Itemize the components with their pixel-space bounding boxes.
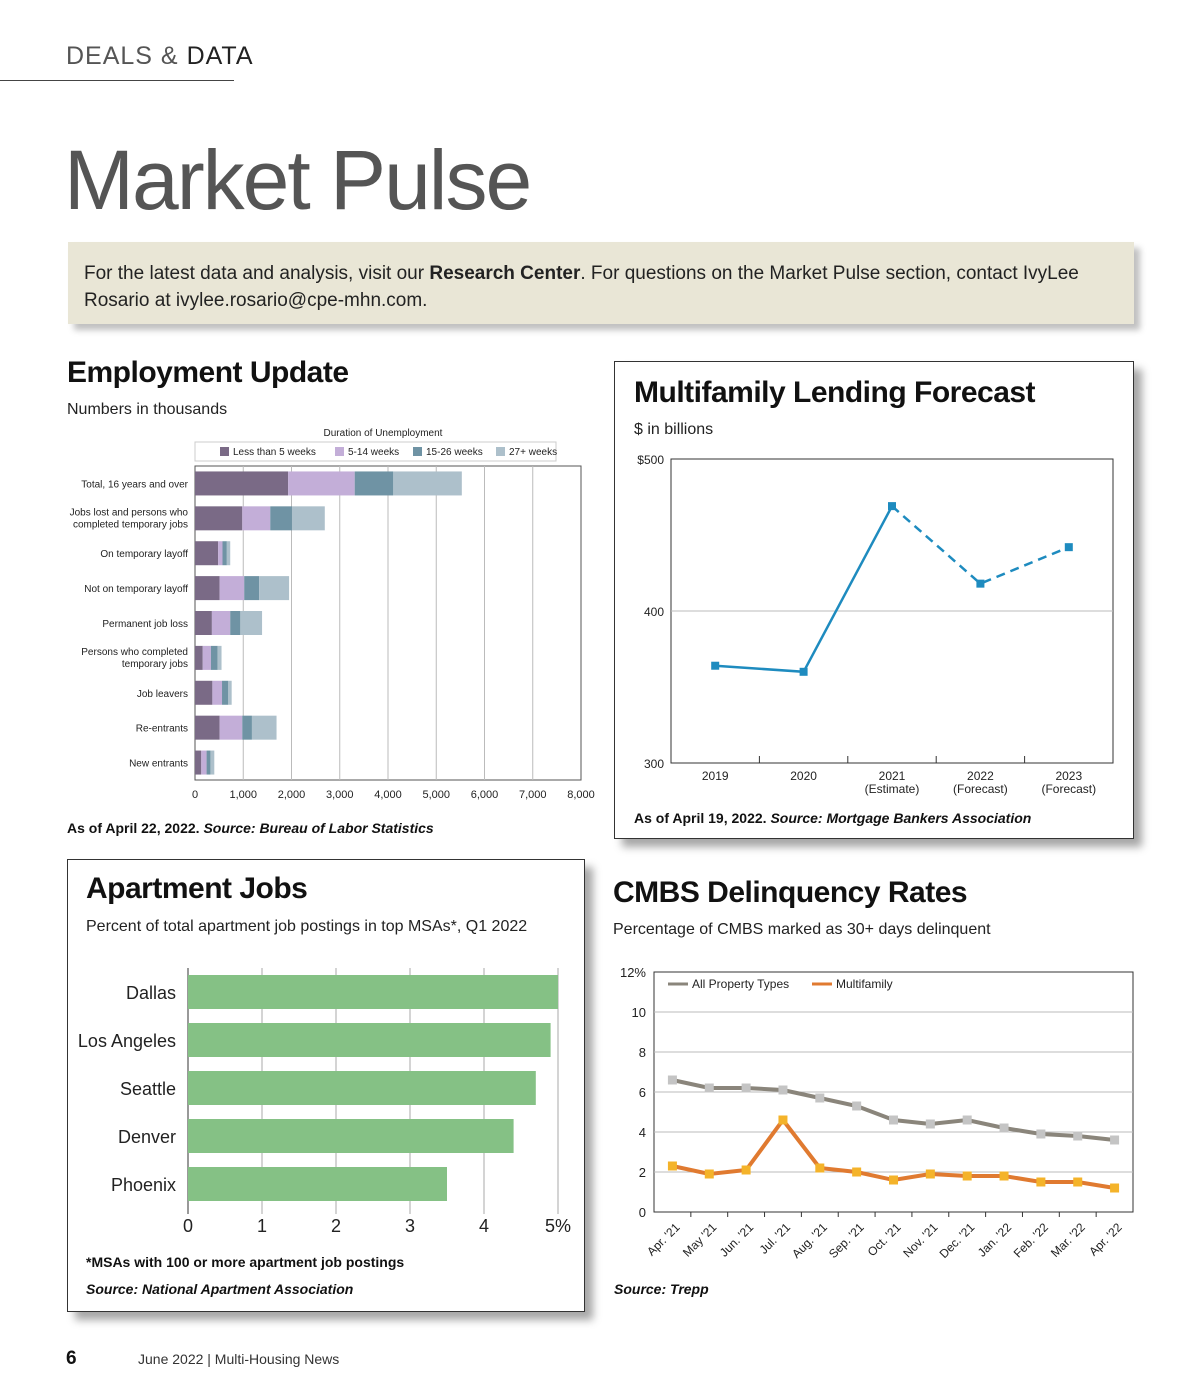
x-tick-label: 8,000 (567, 789, 595, 801)
bar-segment (393, 471, 462, 495)
bar-segment (292, 506, 325, 530)
bar-segment (203, 646, 211, 670)
data-point (926, 1120, 935, 1129)
bar-segment (288, 471, 355, 495)
category-label: Permanent job loss (102, 619, 188, 630)
bar-segment (355, 471, 394, 495)
apartment-source (86, 1281, 353, 1297)
bar-segment (227, 541, 230, 565)
legend-label: Multifamily (836, 977, 893, 991)
legend-label: 5-14 weeks (348, 447, 400, 458)
y-tick-label: 2 (638, 1165, 646, 1180)
bar-segment (212, 681, 222, 705)
data-point (888, 502, 896, 510)
data-point (889, 1176, 898, 1185)
bar-segment (195, 646, 203, 670)
y-tick-label: 12% (619, 965, 646, 980)
x-tick-label: 3 (404, 1216, 416, 1236)
apartment-panel (67, 859, 585, 1312)
bar-segment (207, 751, 211, 775)
x-tick-label: 2020 (790, 769, 817, 783)
legend-swatch (496, 447, 505, 456)
category-label: Los Angeles (77, 1031, 176, 1051)
bar-segment (195, 471, 288, 495)
bar-segment (212, 611, 230, 635)
section-rule (0, 80, 234, 81)
x-tick-label: 6,000 (470, 789, 499, 801)
data-point (1000, 1172, 1009, 1181)
y-tick-label: 10 (631, 1005, 646, 1020)
apartment-chart (68, 960, 584, 1240)
lending-source-name: Source: Mortgage Bankers Association (770, 810, 1032, 826)
data-point (711, 662, 719, 670)
bar-segment (222, 681, 228, 705)
x-tick-label: Feb. '22 (1010, 1220, 1052, 1261)
x-tick-label: 4,000 (374, 789, 402, 801)
lending-title: Multifamily Lending Forecast (634, 376, 1036, 409)
bar-segment (244, 576, 259, 600)
page-title: Market Pulse (64, 133, 531, 227)
data-point (852, 1168, 861, 1177)
bar-segment (259, 576, 289, 600)
bar-segment (210, 751, 214, 775)
x-tick-label: Oct. '21 (864, 1220, 904, 1260)
category-label: Jobs lost and persons who completed temporary jobs (69, 507, 188, 531)
lending-source-date: As of April 19, 2022. (634, 810, 771, 826)
x-tick-label: 3,000 (325, 789, 354, 801)
x-tick-label: 2023 (Forecast) (1041, 769, 1097, 796)
info-text-pre: For the latest data and analysis, visit our (84, 263, 430, 284)
employment-chart (60, 420, 600, 812)
info-box (68, 242, 1134, 324)
bar-segment (242, 716, 252, 740)
bar-segment (228, 681, 231, 705)
y-tick-label: 4 (638, 1125, 646, 1140)
x-tick-label: 0 (182, 1216, 194, 1236)
cmbs-subtitle: Percentage of CMBS marked as 30+ days delinquent (613, 921, 991, 938)
section-label-left: DEALS & (66, 42, 179, 70)
x-tick-label: Jan. '22 (974, 1220, 1015, 1260)
bar-segment (195, 506, 242, 530)
data-point (1073, 1178, 1082, 1187)
data-point (976, 580, 984, 588)
x-tick-label: Dec. '21 (936, 1220, 978, 1261)
x-tick-label: 5,000 (422, 789, 451, 801)
data-point (963, 1116, 972, 1125)
legend-label: 15-26 weeks (426, 447, 483, 458)
apartment-source-name: Source: National Apartment Association (86, 1281, 354, 1297)
category-label: Job leavers (136, 688, 188, 700)
x-tick-label: 0 (191, 789, 199, 801)
section-label (66, 42, 254, 71)
apartment-subtitle: Percent of total apartment job postings in top MSAs*, Q1 2022 (86, 918, 528, 935)
x-tick-label: 1 (256, 1216, 268, 1236)
bar-segment (270, 506, 292, 530)
bar-segment (195, 541, 218, 565)
cmbs-chart (600, 960, 1145, 1275)
data-point (963, 1172, 972, 1181)
data-point (705, 1170, 714, 1179)
cmbs-source-name: Source: Trepp (614, 1281, 709, 1297)
employment-source-date: As of April 22, 2022. (67, 820, 204, 836)
data-point (742, 1166, 751, 1175)
lending-chart (615, 447, 1133, 797)
cmbs-title: CMBS Delinquency Rates (613, 876, 968, 909)
issue-line: June 2022 | Multi-Housing News (138, 1351, 340, 1367)
category-label: Not on temporary layoff (84, 584, 188, 596)
bar-segment (218, 646, 222, 670)
cmbs-source (614, 1281, 709, 1297)
x-tick-label: Jun. '21 (716, 1220, 757, 1260)
category-label: Seattle (119, 1079, 176, 1099)
data-point (1073, 1132, 1082, 1141)
data-point (1000, 1124, 1009, 1133)
data-point (1065, 543, 1073, 551)
y-tick-label: 300 (643, 757, 664, 771)
x-tick-label: Mar. '22 (1048, 1220, 1088, 1261)
data-point (889, 1116, 898, 1125)
x-tick-label: 2 (330, 1216, 342, 1236)
bar-segment (195, 681, 212, 705)
data-point (778, 1086, 787, 1095)
bar-segment (252, 716, 277, 740)
bar-segment (195, 716, 220, 740)
legend-swatch (220, 447, 229, 456)
data-point (852, 1102, 861, 1111)
data-point (800, 668, 808, 676)
employment-source-name: Source: Bureau of Labor Statistics (203, 820, 434, 836)
category-label: Persons who completed temporary jobs (81, 646, 188, 670)
bar-segment (220, 576, 245, 600)
x-tick-label: Apr. '21 (644, 1220, 683, 1259)
x-tick-label: 2022 (Forecast) (953, 769, 1008, 796)
x-tick-label: 7,000 (518, 789, 547, 801)
lending-panel (614, 361, 1134, 839)
x-tick-label: 2019 (701, 769, 729, 783)
legend-label: All Property Types (692, 977, 790, 991)
data-point (815, 1094, 824, 1103)
x-tick-label: Jul. '21 (756, 1220, 794, 1257)
employment-subtitle: Numbers in thousands (67, 401, 228, 418)
data-point (742, 1084, 751, 1093)
info-text-post: . For questions on the Market Pulse section, contact IvyLee Rosario at ivylee.rosario@cpe-mhn.com. (84, 263, 1079, 311)
legend-title: Duration of Unemployment (323, 428, 443, 439)
bar-segment (240, 611, 262, 635)
bar-segment (220, 716, 243, 740)
data-point (1110, 1184, 1119, 1193)
bar-segment (195, 751, 201, 775)
apartment-title: Apartment Jobs (86, 872, 308, 905)
page-number: 6 (66, 1348, 77, 1369)
legend-swatch (335, 447, 344, 456)
bar (188, 1119, 514, 1153)
bar-segment (201, 751, 206, 775)
y-tick-label: 6 (638, 1085, 646, 1100)
data-point (668, 1076, 677, 1085)
category-label: On temporary layoff (100, 549, 188, 561)
x-tick-label: 1,000 (229, 789, 258, 801)
employment-source (67, 820, 434, 836)
x-tick-label: 2,000 (277, 789, 306, 801)
category-label: Denver (117, 1127, 176, 1147)
data-point (778, 1116, 787, 1125)
bar-segment (195, 611, 212, 635)
category-label: Re-entrants (135, 723, 188, 735)
data-point (926, 1170, 935, 1179)
bar (188, 975, 558, 1009)
apartment-note: *MSAs with 100 or more apartment job postings (86, 1254, 405, 1270)
lending-source (634, 810, 1031, 826)
category-label: Total, 16 years and over (81, 479, 188, 491)
x-tick-label: Sep. '21 (825, 1220, 867, 1262)
legend-label: 27+ weeks (509, 447, 558, 458)
data-point (668, 1162, 677, 1171)
bar-segment (242, 506, 270, 530)
y-tick-label: 400 (643, 605, 664, 619)
y-tick-label: 0 (638, 1205, 646, 1220)
x-tick-label: Nov. '21 (900, 1220, 941, 1261)
research-center-link[interactable]: Research Center (429, 263, 581, 284)
x-tick-label: 5% (544, 1216, 572, 1236)
y-tick-label: $500 (637, 453, 664, 467)
x-tick-label: 2021 (Estimate) (864, 769, 920, 796)
employment-title: Employment Update (67, 356, 349, 389)
bar-segment (195, 576, 220, 600)
category-label: Dallas (125, 983, 176, 1003)
category-label: New entrants (129, 758, 188, 770)
data-point (815, 1164, 824, 1173)
legend-swatch (413, 447, 422, 456)
bar-segment (230, 611, 240, 635)
y-tick-label: 8 (638, 1045, 646, 1060)
data-point (1036, 1130, 1045, 1139)
data-point (705, 1084, 714, 1093)
data-point (1036, 1178, 1045, 1187)
data-point (1110, 1136, 1119, 1145)
legend-label: Less than 5 weeks (233, 447, 316, 458)
category-label: Phoenix (110, 1175, 176, 1195)
x-tick-label: Aug. '21 (789, 1220, 830, 1262)
section-label-right: DATA (186, 42, 254, 70)
lending-subtitle: $ in billions (634, 421, 714, 438)
bar-segment (211, 646, 218, 670)
bar-segment (223, 541, 227, 565)
x-tick-label: Apr. '22 (1086, 1220, 1125, 1259)
x-tick-label: May '21 (680, 1220, 720, 1260)
x-tick-label: 4 (478, 1216, 490, 1236)
bar (188, 1023, 551, 1057)
bar-segment (218, 541, 222, 565)
bar (188, 1071, 536, 1105)
bar (188, 1167, 447, 1201)
